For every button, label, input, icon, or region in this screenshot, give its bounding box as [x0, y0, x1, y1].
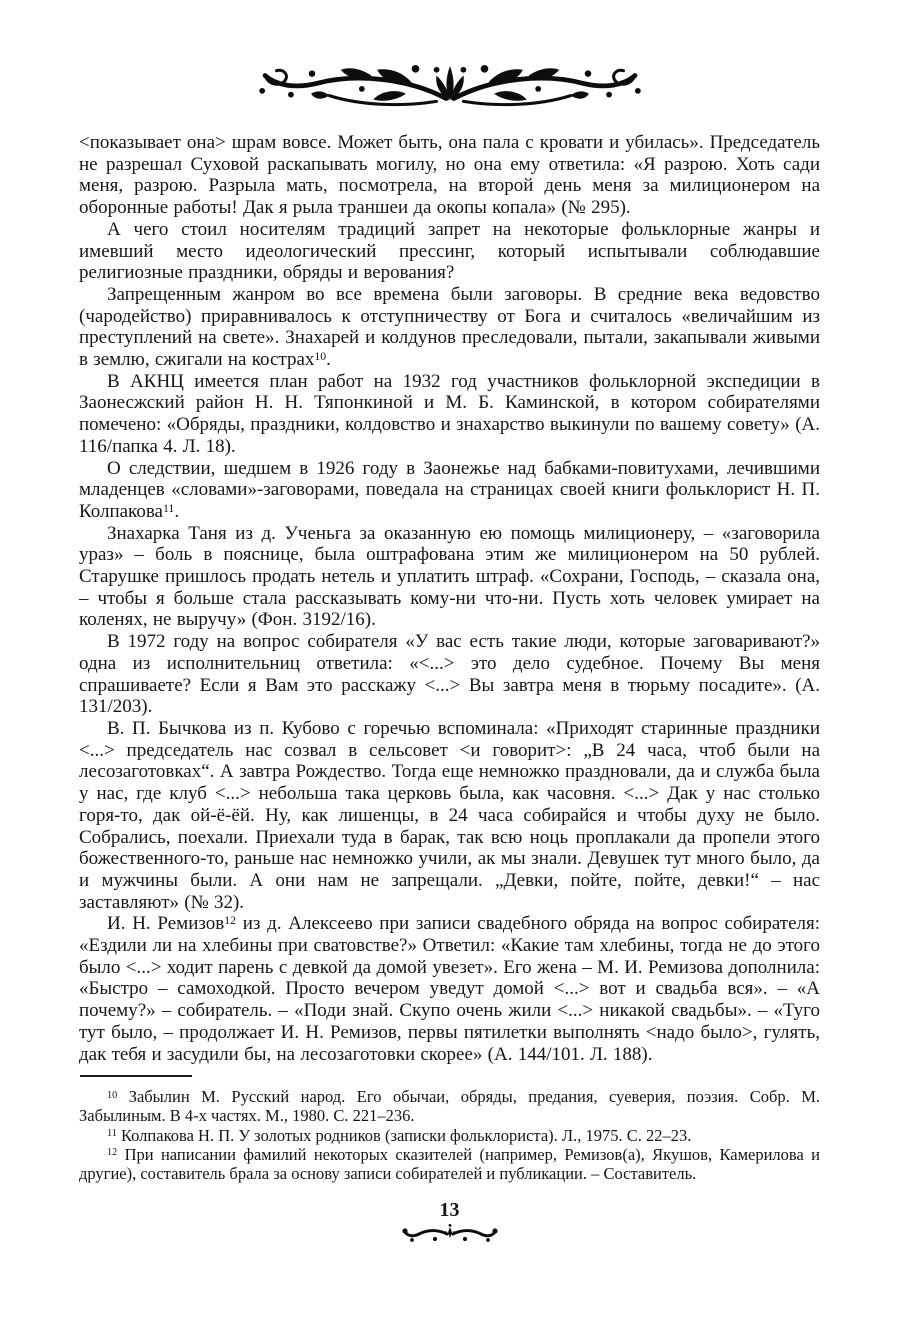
page-number: 13	[439, 1199, 460, 1222]
paragraph: Запрещенным жанром во все времена были заговоры. В средние века ведовство (чародейство) приравнивалось к отступничеству от Бога и считалось «величайшим из преступлений на свете». Знахарей и колдунов преследовали, пытали, закапывали живыми в землю, сжигали на кострах$^{10}$.	[79, 283, 820, 371]
paragraph: В. П. Бычкова из п. Кубово с горечью вспоминала: «Приходят старинные праздники <...> председатель нас созвал в сельсовет <и говорит>: „В 24 часа, чтоб были на лесозаготовках“. А завтра Рождество. Тогда еще немножко праздновали, да и служба была у нас, где клуб <...> небольша така церковь была, как часовня. <...> Дак у нас столько горя-то, дак ой-ё-ёй. Ну, как лишенцы, в 24 часа собирайся и чтобы духу не было. Собрались, поехали. Приехали туда в барак, так всю ноць проплакали да пропели этого божественного-то, раньше нас немножко учили, ак мы знали. Девушек тут много было, да и мужчины были. А они нам не запрещали. „Девки, пойте, пойте, девки!“ – нас заставляют» (№ 32).	[79, 717, 820, 913]
footnote-reference: 11	[162, 501, 175, 515]
footnotes	[79, 1087, 820, 1183]
paragraph: В 1972 году на вопрос собирателя «У вас есть такие люди, которые заговаривают?» одна из исполнительниц ответила: «<...> это дело судебное. Почему Вы меня спрашиваете? Если я Вам это расскажу <...> Вы завтра меня в тюрьму посадите». (А. 131/203).	[79, 631, 820, 718]
footnote-reference: 10	[314, 349, 327, 363]
footnote-marker: 12	[107, 1147, 118, 1159]
footer-flourish-ornament	[79, 1223, 820, 1250]
paragraph: И. Н. Ремизов$^{12}$ из д. Алексеево при записи свадебного обряда на вопрос собирателя: «Ездили ли на хлебины при сватовстве?» Ответил: «Какие там хлебины, тогда не до этого было <...> ходит парень с девкой да домой увезет». Его жена – М. И. Ремизова дополнила: «Быстро – самоходкой. Просто вечером уведут домой <...> вот и свадьба вся». – «А почему?» – собиратель. – «Поди знай. Скупо очень жили <...> никакой свадьбы». – «Туго тут было, – продолжает И. Н. Ремизов, первы пятилетки выполнять <надо было>, гулять, дак тебя и засудили бы, на лесозаготовки скорее» (А. 144/101. Л. 188).	[79, 913, 820, 1065]
page-footer	[79, 1199, 820, 1250]
footnote-marker: 10	[107, 1089, 118, 1101]
footnote: $^{11}$ Колпакова Н. П. У золотых родников (записки фольклориста). Л., 1975. С. 22–23.	[107, 1125, 692, 1145]
footnote: $^{10}$ Забылин М. Русский народ. Его обычаи, обряды, предания, суеверия, поэзия. Собр. М. Забылиным. В 4-х частях. М., 1980. С. 221–236.	[79, 1087, 820, 1126]
footnote-marker: 11	[107, 1128, 117, 1140]
footnote-reference: 12	[224, 914, 236, 928]
paragraph: О следствии, шедшем в 1926 году в Заонежье над бабками-повитухами, лечившими младенцев «словами»-заговорами, поведала на страницах своей книги фольклорист Н. П. Колпакова$^{11}$.	[79, 457, 820, 522]
page-content	[79, 132, 820, 1250]
paragraph: А чего стоил носителям традиций запрет на некоторые фольклорные жанры и имевший место идеологический прессинг, который испытывали соблюдавшие религиозные праздники, обряды и верования?	[79, 218, 820, 284]
paragraph: В АКНЦ имеется план работ на 1932 год участников фольклорной экспедиции в Заонесжский район Н. Н. Тяпонкиной и М. Б. Каминской, в котором собирателями помечено: «Обряды, праздники, колдовство и знахарство выкинули по вашему совету» (А. 116/папка 4. Л. 18).	[79, 370, 820, 457]
footnote-separator	[80, 1075, 192, 1077]
body-text	[79, 132, 820, 1065]
header-flourish-ornament	[258, 64, 642, 115]
paragraph: <показывает она> шрам вовсе. Может быть, она пала с кровати и убилась». Председатель не разрешал Суховой раскапывать могилу, но она ему ответила: «Я разрою. Хоть сади меня, разрою. Разрыла мать, посмотрела, на второй день меня за милиционером на оборонные работы! Дак я рыла траншеи да окопы копала» (№ 295).	[79, 132, 820, 219]
paragraph: Знахарка Таня из д. Ученьга за оказанную ею помощь милиционеру, – «заговорила ураз» – боль в пояснице, была оштрафована этим же милиционером на 50 рублей. Старушке пришлось продать нетель и уплатить штраф. «Сохрани, Господь, – сказала она, – чтобы я больше стала рассказывать кому-ни что-ни. Пусть хоть человек умирает на коленях, не выручу» (Фон. 3192/16).	[79, 522, 820, 631]
footnote: $^{12}$ При написании фамилий некоторых сказителей (например, Ремизов(а), Якушов, Камерилова и другие), составитель брала за основу записи собирателей и публикации. – Составитель.	[79, 1144, 820, 1184]
